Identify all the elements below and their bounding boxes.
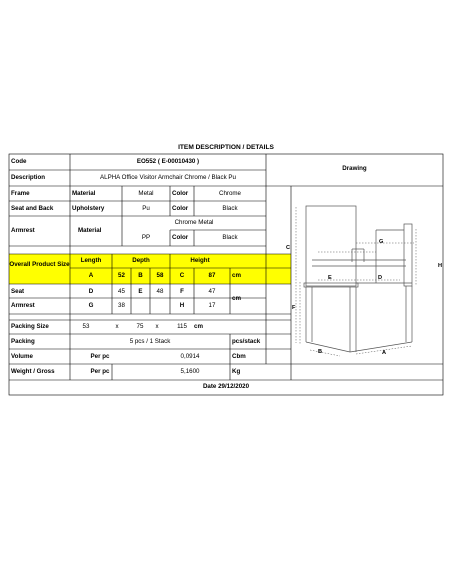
- drawing-label-e: E: [328, 275, 332, 281]
- frame-material-label: Material: [72, 190, 96, 197]
- armrest-material-1: Chrome Metal: [174, 219, 214, 226]
- armrest-color: Black: [222, 234, 238, 241]
- description-value: ALPHA Office Visitor Armchair Chrome / Black Pu: [100, 174, 236, 181]
- seat-back-label: Seat and Back: [11, 205, 54, 212]
- drawing-label-b: B: [318, 349, 323, 355]
- dim-e-label: E: [138, 288, 143, 295]
- weight-unit: Kg: [232, 368, 241, 375]
- drawing-label-d: D: [378, 275, 383, 281]
- dim-c-value: 87: [208, 272, 216, 279]
- armrest-dims-label: Armrest: [11, 302, 35, 309]
- weight-value: 5,1600: [180, 368, 200, 375]
- chair-drawing: [304, 206, 412, 352]
- weight-label: Weight / Gross: [11, 368, 55, 375]
- armrest-material-2: PP: [141, 234, 151, 241]
- dim-g-value: 38: [118, 302, 125, 309]
- dim-d-value: 45: [118, 288, 125, 295]
- volume-unit: Cbm: [232, 353, 246, 360]
- dim-a-label: A: [88, 272, 94, 279]
- date: Date 29/12/2020: [202, 383, 250, 390]
- packing-size-label: Packing Size: [11, 323, 49, 330]
- packing-x-1: x: [115, 323, 119, 330]
- packing-width: 75: [136, 323, 144, 330]
- length-header: Length: [80, 257, 102, 264]
- drawing-label-c: C: [286, 245, 291, 251]
- overall-unit: cm: [232, 272, 241, 279]
- dim-a-value: 52: [118, 272, 125, 279]
- frame-color: Chrome: [218, 190, 241, 197]
- dim-b-value: 58: [156, 272, 164, 279]
- weight-per: Per pc: [90, 368, 110, 375]
- dim-d-label: D: [88, 288, 94, 295]
- depth-header: Depth: [132, 257, 150, 264]
- sheet-title: ITEM DESCRIPTION / DETAILS: [178, 144, 274, 151]
- packing-unit: pcs/stack: [232, 338, 261, 345]
- drawing-label-h: H: [438, 263, 443, 269]
- dim-f-label: F: [180, 288, 184, 295]
- volume-value: 0,0914: [180, 353, 200, 360]
- dim-b-label: B: [138, 272, 143, 279]
- packing-size-unit: cm: [194, 323, 203, 330]
- armrest-color-label: Color: [172, 234, 189, 241]
- height-header: Height: [190, 257, 210, 264]
- frame-color-label: Color: [172, 190, 189, 197]
- dim-f-value: 47: [208, 288, 216, 295]
- seat-back-color: Black: [222, 205, 238, 212]
- upholstery-label: Upholstery: [72, 205, 105, 212]
- packing-value: 5 pcs / 1 Stack: [129, 338, 171, 345]
- drawing-label: Drawing: [342, 165, 367, 172]
- dim-c-label: C: [179, 272, 185, 279]
- upholstery-value: Pu: [142, 205, 150, 212]
- description-label: Description: [11, 174, 46, 181]
- drawing-label-a: A: [382, 350, 387, 356]
- volume-per: Per pc: [90, 353, 110, 360]
- overall-size-label: Overall Product Size: [9, 261, 70, 268]
- code-label: Code: [11, 158, 27, 165]
- armrest-label: Armrest: [11, 227, 35, 234]
- seat-back-color-label: Color: [172, 205, 189, 212]
- drawing-label-g: G: [379, 239, 384, 245]
- armrest-material-label: Material: [78, 227, 102, 234]
- code-value: EO552 ( E-00010430 ): [136, 158, 200, 165]
- volume-label: Volume: [11, 353, 33, 360]
- dim-h-label: H: [179, 302, 185, 309]
- packing-length: 53: [82, 323, 90, 330]
- packing-x-2: x: [155, 323, 159, 330]
- packing-height: 115: [177, 323, 187, 330]
- drawing-label-f: F: [292, 305, 296, 311]
- frame-material: Metal: [138, 190, 154, 197]
- frame-label: Frame: [11, 190, 30, 197]
- dim-g-label: G: [88, 302, 94, 309]
- dims-unit: cm: [232, 295, 241, 302]
- seat-label: Seat: [11, 288, 25, 295]
- dim-h-value: 17: [208, 302, 216, 309]
- dim-e-value: 48: [156, 288, 164, 295]
- packing-label: Packing: [11, 338, 35, 345]
